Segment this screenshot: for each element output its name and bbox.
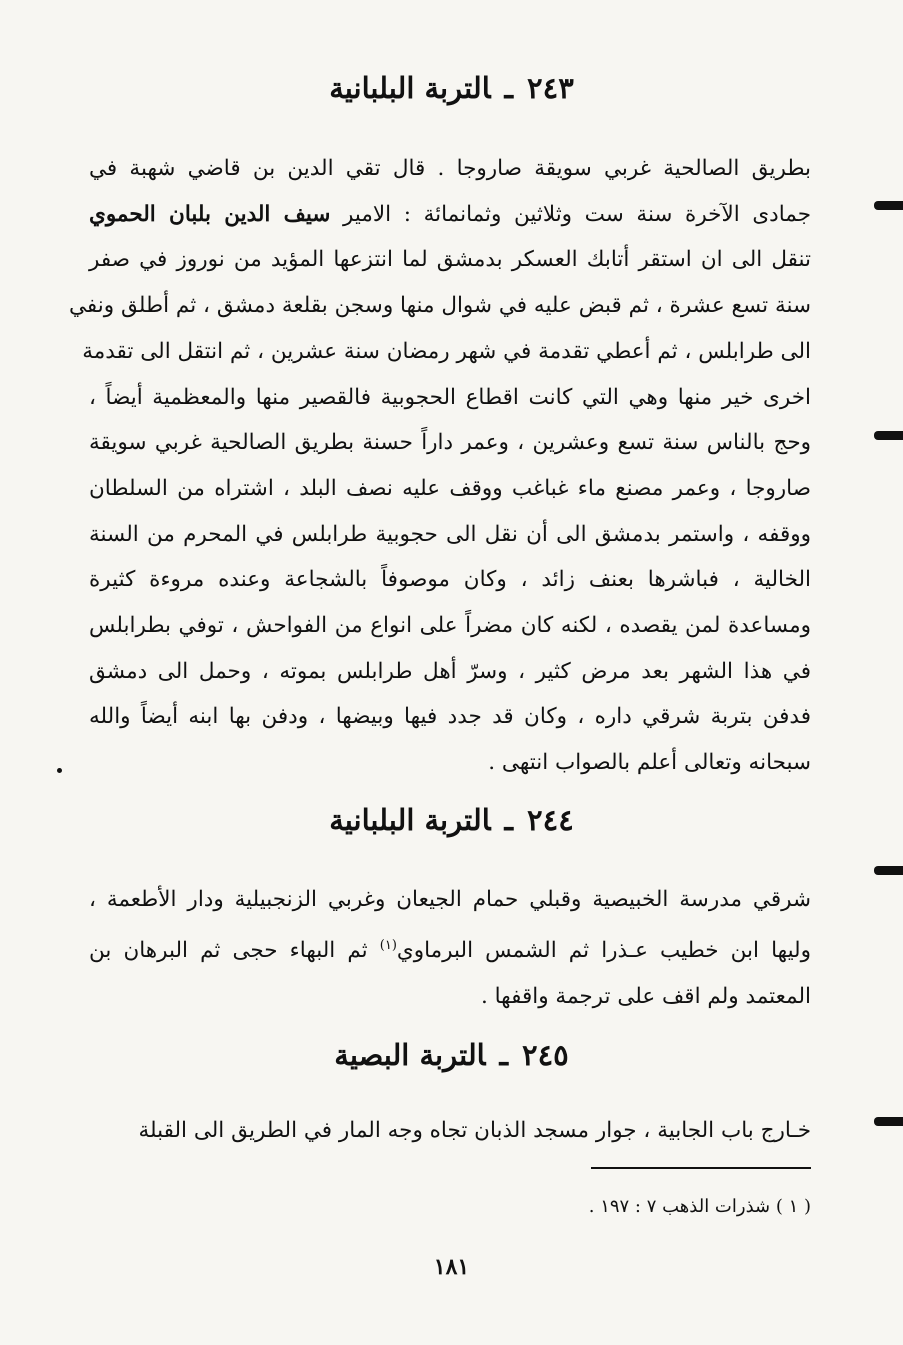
text-line: ووقفه ، واستمر بدمشق الى أن نقل الى حجوبية طرابلس في المحرم من السنة xyxy=(89,521,811,547)
text-line: تنقل الى ان استقر أتابك العسكر بدمشق لما انتزعها المؤيد من نوروز في صفر xyxy=(89,247,811,273)
section-title: التربة البلبانية xyxy=(329,803,491,837)
text-line: وحج بالناس سنة تسع وعشرين ، وعمر داراً حسنة بطريق الصالحية غربي سويقة xyxy=(89,430,811,456)
text-line: بطريق الصالحية غربي سويقة صاروجا . قال تقي الدين بن قاضي شهبة في xyxy=(89,156,811,181)
text-line-start: جمادى الآخرة سنة ست وثلاثين وثمانمائة : الامير xyxy=(343,201,811,227)
section-number: ٢٤٤ xyxy=(527,803,574,837)
margin-mark xyxy=(874,1117,903,1126)
text-line: في هذا الشهر بعد مرض كثير ، وسرّ أهل طرابلس بموته ، وحمل الى دمشق xyxy=(89,658,811,684)
text-line: خـارج باب الجابية ، جوار مسجد الذبان تجاه وجه المار في الطريق الى القبلة xyxy=(138,1118,811,1143)
text-line-start: وليها ابن خطيب عـذرا ثم الشمس البرماوي xyxy=(396,937,811,963)
section-separator: ـ xyxy=(504,803,514,837)
margin-mark xyxy=(874,866,903,875)
footnote: ( ١ ) شذرات الذهب ٧ : ١٩٧ . xyxy=(588,1196,811,1217)
text-line: سبحانه وتعالى أعلم بالصواب انتهى . xyxy=(488,750,811,776)
footnote-divider xyxy=(591,1167,811,1169)
section-separator: ـ xyxy=(504,71,514,105)
page-number: ١٨١ xyxy=(433,1254,470,1280)
section-body-245 xyxy=(89,1108,811,1154)
margin-mark xyxy=(874,431,903,440)
text-line: الخالية ، فباشرها بعنف زائد ، وكان موصوفاً بالشجاعة وعنده مروءة كثيرة xyxy=(89,567,811,593)
section-title: التربة البلبانية xyxy=(329,71,491,105)
text-line-end: ثم البهاء حجى ثم البرهان بن xyxy=(89,937,368,963)
section-number: ٢٤٥ xyxy=(522,1038,569,1072)
text-line: ومساعدة لمن يقصده ، لكنه كان مضراً على انواع من الفواحش ، توفي بطرابلس xyxy=(89,613,811,639)
section-title: التربة البصية xyxy=(334,1038,486,1072)
text-line: اخرى خير منها وهي التي كانت اقطاع الحجوبية فالقصير منها والمعظمية أيضاً ، xyxy=(89,384,811,410)
margin-mark xyxy=(874,201,903,210)
section-heading-244 xyxy=(0,800,903,840)
scan-speck xyxy=(57,768,62,773)
section-separator: ـ xyxy=(499,1038,508,1072)
text-line: سنة تسع عشرة ، ثم قبض عليه في شوال منها وسجن بقلعة دمشق ، ثم أطلق ونفي xyxy=(68,293,811,319)
section-heading-243 xyxy=(0,68,903,108)
bold-name: سيف الدين بلبان الحموي xyxy=(89,201,331,227)
section-body-244 xyxy=(89,877,811,1019)
text-line: شرقي مدرسة الخبيصية وقبلي حمام الجيعان وغربي الزنجبيلية ودار الأطعمة ، xyxy=(89,887,811,912)
text-line: صاروجا ، وعمر مصنع ماء غباغب ووقف عليه نصف البلد ، اشتراه من السلطان xyxy=(89,475,811,501)
text-line xyxy=(89,923,811,974)
text-line xyxy=(89,192,811,238)
section-heading-245 xyxy=(0,1035,903,1075)
section-number: ٢٤٣ xyxy=(527,71,574,105)
text-line: فدفن بتربة شرقي داره ، وكان قد جدد فيها وبيضها ، ودفن بها ابنه أيضاً والله xyxy=(89,704,811,730)
footnote-ref: (١) xyxy=(379,937,397,953)
section-body-243 xyxy=(68,146,811,786)
text-line: المعتمد ولم اقف على ترجمة واقفها . xyxy=(480,983,811,1009)
text-line: الى طرابلس ، ثم أعطي تقدمة في شهر رمضان سنة عشرين ، ثم انتقل الى تقدمة xyxy=(82,338,811,364)
